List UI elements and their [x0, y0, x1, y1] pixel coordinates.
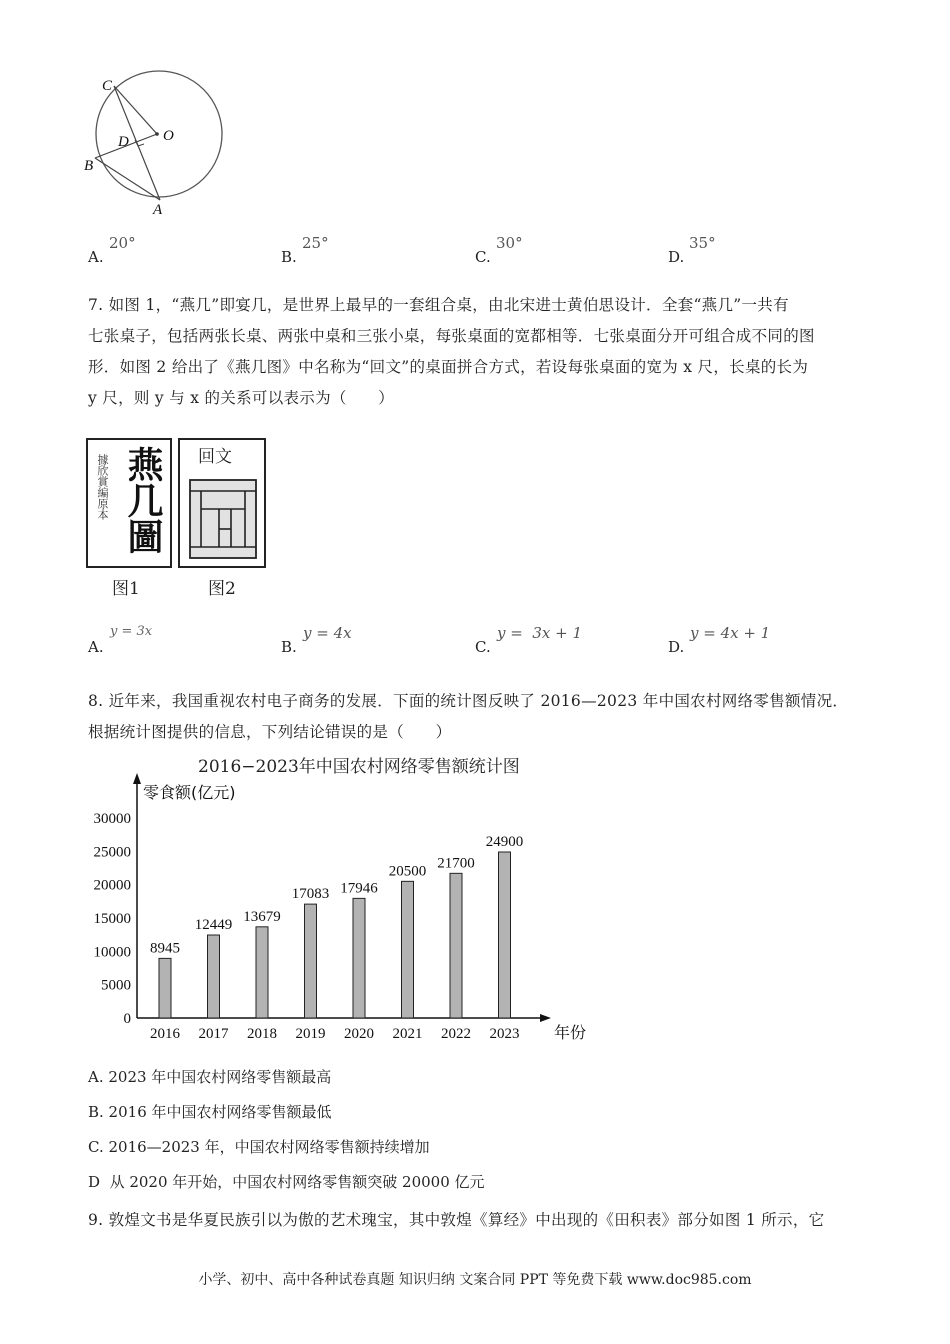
y-tick-label: 25000: [93, 844, 131, 861]
point-a-label: A: [153, 202, 163, 218]
option-value: y = 4x + 1: [690, 624, 771, 642]
y-tick-label: 20000: [93, 877, 131, 894]
option-value: y = 3x + 1: [497, 624, 582, 642]
bar: [208, 935, 220, 1018]
q8-choice-a[interactable]: A. 2023 年中国农村网络零售额最高: [88, 1068, 332, 1086]
q7-option-b[interactable]: [281, 624, 401, 656]
bar: [305, 904, 317, 1018]
page-footer: 小学、初中、高中各种试卷真题 知识归纳 文案合同 PPT 等免费下载 www.doc985.com: [198, 1272, 752, 1288]
fig2-title: 回文: [198, 447, 232, 467]
bar-data-label: 17946: [340, 880, 378, 897]
chart-x-ticks: [150, 1026, 520, 1042]
q9-line-1: 9. 敦煌文书是华夏民族引以为傲的艺术瑰宝，其中敦煌《算经》中出现的《田积表》部分如图 1 所示，它: [88, 1211, 825, 1229]
fig1-big-text: 燕几圖: [122, 446, 164, 554]
bar: [159, 958, 171, 1018]
q8-stem: [88, 686, 868, 748]
q7-line-1: 7. 如图 1，“燕几”即宴几，是世界上最早的一套组合桌，由北宋进士黄伯思设计．全套“燕几”一共有: [88, 296, 789, 314]
fig2-huiwen: [178, 438, 266, 568]
option-label: B.: [281, 248, 297, 266]
bar: [499, 852, 511, 1018]
bar: [402, 881, 414, 1018]
x-tick-label: 2021: [392, 1026, 423, 1042]
chart-y-ticks: [94, 811, 132, 1027]
q8-choice-d[interactable]: D 从 2020 年开始，中国农村网络零售额突破 20000 亿元: [88, 1173, 485, 1191]
chart-axes: [133, 773, 551, 1022]
bar-data-label: 21700: [437, 855, 475, 872]
q6-option-b[interactable]: [281, 234, 381, 266]
y-tick-label: 15000: [93, 911, 131, 927]
chart-y-label: 零食额(亿元): [143, 783, 236, 802]
bar: [256, 927, 268, 1018]
option-label: A.: [88, 248, 104, 266]
fig1-small-text: 據欣賞編原本: [96, 454, 109, 520]
x-tick-label: 2017: [198, 1026, 229, 1042]
segment-ba: [95, 158, 160, 200]
q9-stem: [88, 1205, 868, 1236]
point-b-label: B: [84, 158, 94, 174]
x-tick-label: 2019: [295, 1026, 326, 1042]
circle-figure: [80, 70, 240, 220]
option-value: 35°: [689, 234, 716, 252]
q8-line-1: 8. 近年来，我国重视农村电子商务的发展．下面的统计图反映了 2016—2023 年中国农村网络零售额情况．: [88, 692, 849, 710]
x-tick-label: 2018: [247, 1026, 277, 1042]
option-label: D.: [668, 248, 685, 266]
q7-line-3: 形．如图 2 给出了《燕几图》中名称为“回文”的桌面拼合方式，若设每张桌面的宽为 x 尺，长桌的长为: [88, 358, 809, 376]
fig2-tiling: [189, 479, 257, 559]
q7-line-4: y 尺，则 y 与 x 的关系可以表示为（ ）: [88, 389, 395, 407]
center-point: [155, 132, 159, 136]
bar-data-label: 8945: [150, 940, 180, 957]
q7-line-2: 七张桌子，包括两张长桌、两张中桌和三张小桌，每张桌面的宽都相等．七张桌面分开可组合成不同的图: [88, 327, 815, 345]
bar-chart: [80, 770, 587, 1050]
q8-choice-b[interactable]: B. 2016 年中国农村网络零售额最低: [88, 1103, 332, 1121]
bar-data-label: 12449: [194, 917, 233, 934]
bar: [450, 873, 462, 1018]
q6-option-c[interactable]: [475, 234, 575, 266]
bar: [353, 898, 365, 1018]
point-o-label: O: [163, 128, 174, 144]
y-axis-arrow: [133, 773, 141, 784]
x-axis-arrow: [540, 1014, 551, 1022]
q7-option-a[interactable]: [88, 624, 208, 656]
fig2-caption: 图2: [208, 579, 236, 599]
q7-option-d[interactable]: [668, 624, 808, 656]
bar-data-label: 13679: [243, 908, 281, 925]
option-label: B.: [281, 638, 297, 656]
q6-option-d[interactable]: [668, 234, 768, 266]
x-tick-label: 2020: [344, 1026, 374, 1042]
option-value: 30°: [496, 234, 523, 252]
q8-line-2: 根据统计图提供的信息，下列结论错误的是（ ）: [88, 723, 452, 741]
option-value: 20°: [109, 234, 136, 252]
option-value: y = 3x: [110, 624, 153, 639]
q7-stem: [88, 290, 868, 414]
x-tick-label: 2023: [489, 1026, 520, 1042]
chart-x-label: 年份: [554, 1023, 587, 1042]
circle-outline: [96, 71, 222, 197]
option-label: A.: [88, 638, 104, 656]
option-label: C.: [475, 638, 491, 656]
bar-data-label: 17083: [291, 886, 330, 903]
chart-bars: [150, 834, 523, 1018]
bar-data-label: 24900: [485, 834, 524, 850]
bar-data-label: 20500: [388, 863, 427, 880]
y-tick-label: 10000: [93, 944, 131, 961]
y-tick-label: 0: [123, 1011, 131, 1027]
q7-option-c[interactable]: [475, 624, 615, 656]
point-d-label: D: [118, 134, 129, 150]
fig1-caption: 图1: [112, 579, 140, 599]
y-tick-label: 30000: [93, 811, 131, 827]
option-label: D.: [668, 638, 685, 656]
option-label: C.: [475, 248, 491, 266]
point-c-label: C: [102, 78, 113, 94]
option-value: y = 4x: [303, 624, 352, 642]
x-tick-label: 2016: [150, 1026, 180, 1042]
y-tick-label: 5000: [101, 977, 131, 994]
segment-co: [114, 86, 157, 134]
fig1-yanji-cover: [86, 438, 172, 568]
option-value: 25°: [302, 234, 329, 252]
q8-choice-c[interactable]: C. 2016—2023 年，中国农村网络零售额持续增加: [88, 1138, 430, 1156]
chart-title: 2016−2023年中国农村网络零售额统计图: [198, 757, 520, 777]
x-tick-label: 2022: [441, 1026, 471, 1042]
q6-option-a[interactable]: [88, 234, 188, 266]
